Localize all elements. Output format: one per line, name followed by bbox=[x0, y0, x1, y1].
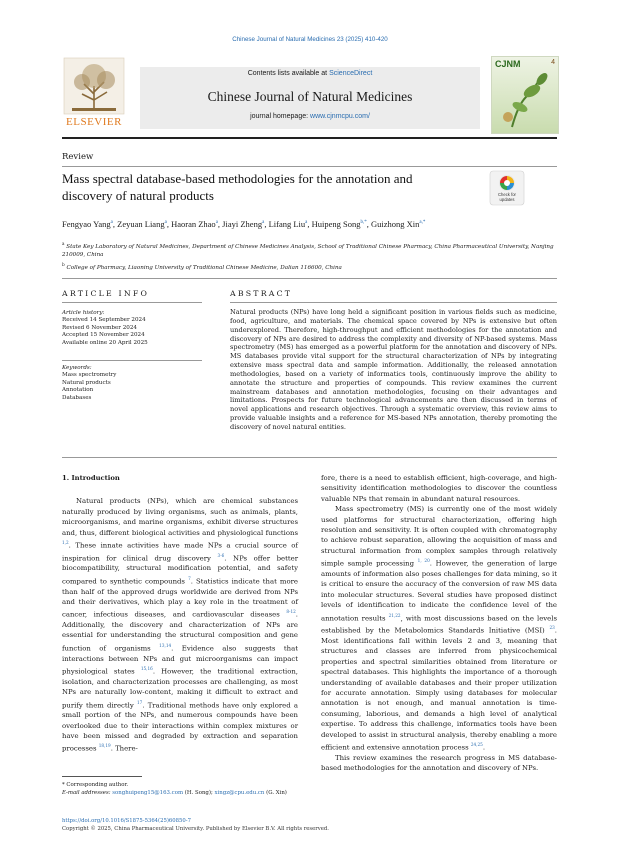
history-item: Revised 6 November 2024 bbox=[62, 324, 137, 331]
journal-reference[interactable]: Chinese Journal of Natural Medicines 23 (2025) 410-420 bbox=[232, 36, 388, 43]
divider bbox=[62, 302, 202, 303]
author[interactable]: Lifang Liu$^a$ bbox=[268, 219, 308, 229]
journal-cover-image bbox=[491, 56, 559, 134]
history-item: Available online 20 April 2025 bbox=[62, 339, 148, 346]
citation[interactable]: 1,2 bbox=[62, 540, 69, 546]
history-label: Article history: bbox=[62, 310, 105, 316]
article-history bbox=[62, 310, 202, 347]
author-list: Fengyao Yang$^a$, Zeyuan Liang$^a$, Haoran Zhao$^a$, Jiayi Zheng$^a$, Lifang Liu$^a$, Huipeng Song$^{b,*}$, Guizhong Xin$^{a,*}$ bbox=[62, 219, 426, 229]
contents-line: Contents lists available at ScienceDirect bbox=[247, 70, 373, 77]
citation[interactable]: 8-12 bbox=[286, 609, 296, 615]
email-link[interactable]: songhuipeng15@163.com bbox=[112, 790, 184, 797]
citation[interactable]: 23 bbox=[549, 625, 555, 631]
divider bbox=[230, 302, 557, 303]
section-heading: 1. Introduction bbox=[62, 474, 120, 482]
affiliation: $^b$ College of Pharmacy, Liaoning University of Traditional Chinese Medicine, Dalian 116600, China bbox=[62, 262, 342, 271]
citation[interactable]: 21,22 bbox=[388, 612, 401, 618]
citation[interactable]: 1, 20 bbox=[417, 558, 430, 564]
check-for-updates-button[interactable] bbox=[489, 170, 525, 206]
citation[interactable]: 18,19 bbox=[98, 743, 111, 749]
doi-link[interactable]: https://doi.org/10.1016/S1875-5364(25)60850-7 bbox=[62, 818, 191, 824]
author[interactable]: Guizhong Xin$^{a,*}$ bbox=[371, 219, 426, 229]
citation[interactable]: 3-6 bbox=[217, 552, 225, 558]
homepage-link[interactable]: www.cjnmcpu.com/ bbox=[310, 113, 370, 120]
history-item: Received 14 September 2024 bbox=[62, 317, 146, 324]
keyword: Databases bbox=[62, 394, 92, 401]
keywords-label: Keywords: bbox=[62, 365, 92, 371]
check-for-updates-label: Check for updates bbox=[498, 192, 516, 202]
paragraph: fore, there is a need to establish efficient, high-coverage, and high-sensitivity identification methodologies to discover the countless valuable NPs that remain in abundant natural resources. bbox=[321, 474, 557, 503]
author[interactable]: Fengyao Yang$^a$ bbox=[62, 219, 113, 229]
email-link[interactable]: xingz@cpu.edu.cn bbox=[214, 790, 265, 797]
divider bbox=[62, 360, 202, 361]
divider bbox=[62, 278, 557, 279]
citation[interactable]: 17 bbox=[136, 699, 143, 705]
copyright: Copyright © 2025, China Pharmaceutical University. Published by Elsevier B.V. All rights reserved. bbox=[62, 826, 329, 832]
history-item: Accepted 15 November 2024 bbox=[62, 332, 145, 339]
citation[interactable]: 7 bbox=[188, 575, 191, 581]
divider bbox=[62, 166, 557, 167]
keyword: Annotation bbox=[62, 387, 94, 394]
elsevier-logo bbox=[62, 56, 126, 132]
footnote: * Corresponding author. E-mail addresses: songhuipeng15@163.com (H. Song); xingz@cpu.edu.cn (G. Xin) bbox=[62, 782, 287, 797]
article-type: Review bbox=[62, 152, 94, 162]
abstract-heading: ABSTRACT bbox=[230, 289, 293, 298]
keyword: Mass spectrometry bbox=[62, 372, 117, 379]
author[interactable]: Huipeng Song$^{b,*}$ bbox=[311, 219, 367, 229]
homepage-line: journal homepage: www.cjnmcpu.com/ bbox=[250, 113, 370, 120]
paragraph: This review examines the research progress in MS database-based methodologies for the annotation and discovery of NPs. bbox=[321, 753, 557, 773]
article-title: Mass spectral database-based methodologies for the annotation and discovery of natural products bbox=[62, 171, 413, 203]
author[interactable]: Zeyuan Liang$^a$ bbox=[117, 219, 167, 229]
keyword: Natural products bbox=[62, 379, 111, 386]
cover-plant-icon bbox=[492, 57, 558, 133]
keywords bbox=[62, 365, 202, 402]
cover-title: CJNM bbox=[495, 59, 521, 69]
publisher-name: ELSEVIER bbox=[66, 116, 122, 128]
body-left-column bbox=[62, 473, 298, 754]
sciencedirect-link[interactable]: ScienceDirect bbox=[329, 70, 373, 77]
author[interactable]: Jiayi Zheng$^a$ bbox=[222, 219, 265, 229]
citation[interactable]: 13,14 bbox=[159, 642, 172, 648]
paragraph: Mass spectrometry (MS) is currently one of the most widely used platforms for structural characterization, offering high resolution and sensitivity. It is often coupled with chromatography to achieve robust separation, allowing the acquisition of mass and structural information from complex samples through relatively simple sample processing $^{1, 20}$. However, the generation of large amounts of information also poses challenges for data mining, so it is critical to ensure the accuracy of the conversion of raw MS data into molecular structures. Several studies have proposed distinct levels of identification to indicate the confidence level of the annotation results $^{21,22}$, with most discussions based on the levels established by the Metabolomics Standards Initiative (MSI) $^{23}$. Most identifications fall within levels 2 and 3, meaning that structures and classes are inferred from physicochemical properties and spectral similarities obtained from literature or spectral databases. This highlights the importance of a thorough understanding of available databases and their proper utilization for accurate annotation. Simply using databases for molecular annotation is not enough, and manual annotation is time-consuming, laborious, and demands a high level of analytical expertise. To address this challenge, informatics tools have been developed to assist in structural analysis, thereby enabling a more efficient and extensive annotation process $^{24,25}$. bbox=[321, 505, 557, 752]
paragraph: Natural products (NPs), which are chemical substances naturally produced by living organisms, such as animals, plants, microorganisms, and marine organisms, exhibit diverse structures and, thus, different biological activities and physiological functions $^{1,2}$. These innate activities have made NPs a crucial source of inspiration for clinical drug discovery $^{3-6}$. NPs offer better biocompatibility, structural modification potential, and safety compared to synthetic compounds $^7$. Statistics indicate that more than half of the approved drugs worldwide are derived from NPs and their derivatives, which play a key role in the treatment of cancer, infectious diseases, and cardiovascular diseases $^{8-12}$. Additionally, the discovery and characterization of NPs are essential for understanding the structural composition and gene function of organisms $^{13,14}$. Evidence also suggests that interactions between NPs and gut microorganisms can impact physiological states $^{15,16}$. However, the traditional extraction, isolation, and characterization processes are challenging, as most NPs are naturally low-content, making it difficult to extract and purify them directly $^{17}$. Traditional methods have only explored a small portion of the NPs, and numerous compounds have been overlooked due to their interactions within complex mixtures or have been missed and degraded by extraction and separation processes $^{18,19}$. There- bbox=[62, 497, 298, 753]
body-right-column bbox=[321, 473, 557, 774]
journal-title: Chinese Journal of Natural Medicines bbox=[207, 89, 413, 104]
cover-issue: 4 bbox=[551, 59, 555, 66]
author[interactable]: Haoran Zhao$^a$ bbox=[171, 219, 218, 229]
affiliation: $^a$ State Key Laboratory of Natural Medicines, Department of Chinese Medicines Analysis, School of Traditional Chinese Pharmacy, China Pharmaceutical University, Nanjing 210009, China bbox=[62, 241, 554, 259]
citation[interactable]: 24,25 bbox=[470, 742, 483, 748]
abstract-text: Natural products (NPs) have long held a significant position in various fields such as medicine, food, agriculture, and materials. The chemical space covered by NPs is extensive but often underexplored. Therefore, high-throughput and efficient methodologies for the annotation and discovery of NPs are desired to address the complexity and diversity of NP-based systems. Mass spectrometry (MS) has emerged as a powerful platform for the annotation and discovery of NPs. MS databases provide vital support for the structural characterization of NPs by integrating extensive mass spectral data and sample information. Additionally, the released annotation methodologies, based on a variety of informatics tools, continuously improve the ability to annotate the structure and properties of compounds. This review examines the current mainstream databases and annotation methodologies, focusing on their advantages and limitations. Prospects for future technological advancements are then discussed in terms of novel applications and research objectives. Through a systematic overview, this review aims to provide valuable insights and a reference for MS-based NPs annotation, thereby promoting the discovery of novel natural entities. bbox=[230, 308, 557, 431]
page-footer bbox=[62, 817, 557, 833]
divider bbox=[62, 457, 557, 458]
citation[interactable]: 15,16 bbox=[140, 665, 153, 671]
asterisk-icon: * bbox=[62, 782, 65, 788]
footnote-divider bbox=[62, 776, 142, 777]
article-info-heading: ARTICLE INFO bbox=[62, 289, 150, 298]
header-divider bbox=[62, 137, 557, 139]
